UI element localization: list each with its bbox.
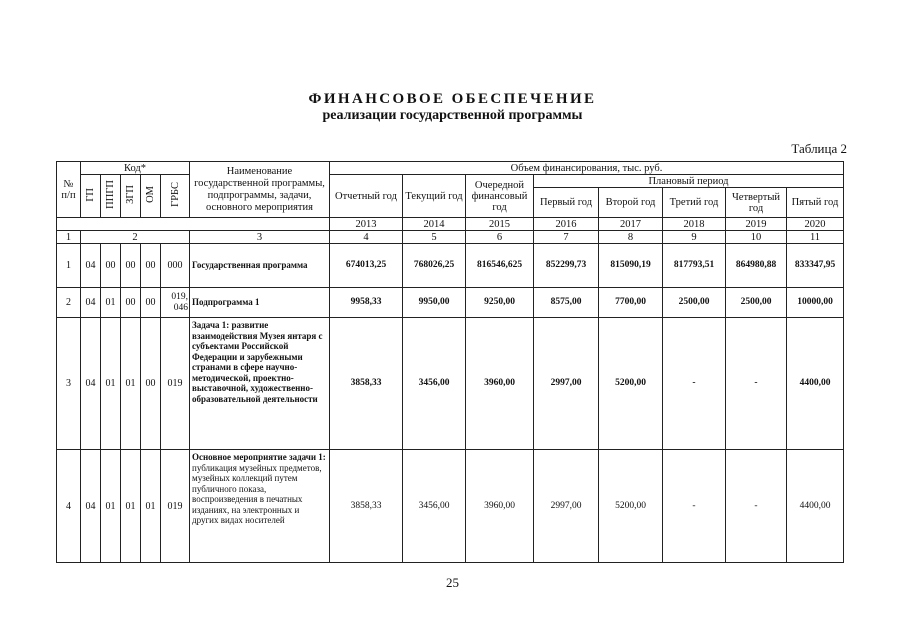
row-num: 3 [57,318,81,450]
header-financing: Объем финансирования, тыс. руб. [330,162,844,175]
index-cell: 8 [599,231,663,244]
header-spacer [57,218,330,231]
value-cell: - [663,450,726,563]
header-planned: Плановый период [534,175,844,188]
table-caption: Таблица 2 [791,141,847,156]
header-year: 2019 [726,218,787,231]
value-cell: 9250,00 [466,288,534,318]
header-code-grbs: ГРБС [161,175,190,218]
header-year-label: Текущий год [403,175,466,218]
value-cell: 4400,00 [787,318,844,450]
header-year: 2020 [787,218,844,231]
code-ppgp: 00 [101,244,121,288]
header-year: 2013 [330,218,403,231]
header-year-label: Четвертый год [726,188,787,218]
index-cell: 6 [466,231,534,244]
code-ppgp: 01 [101,318,121,450]
value-cell: 7700,00 [599,288,663,318]
value-cell: 852299,73 [534,244,599,288]
index-cell: 3 [190,231,330,244]
header-year-label: Третий год [663,188,726,218]
value-cell: 9958,33 [330,288,403,318]
value-cell: 3960,00 [466,318,534,450]
code-om: 00 [141,244,161,288]
code-gp: 04 [81,288,101,318]
header-year-label: Отчетный год [330,175,403,218]
document-subtitle: реализации государственной программы [322,108,583,123]
row-name [190,450,330,563]
code-gp: 04 [81,450,101,563]
index-cell: 2 [81,231,190,244]
value-cell: 816546,625 [466,244,534,288]
value-cell: 3456,00 [403,450,466,563]
header-year: 2016 [534,218,599,231]
code-om: 00 [141,288,161,318]
header-year: 2017 [599,218,663,231]
document-title: ФИНАНСОВОЕ ОБЕСПЕЧЕНИЕ [308,91,597,107]
code-om: 01 [141,450,161,563]
code-zgp: 00 [121,288,141,318]
table-row [57,244,844,288]
value-cell: 9950,00 [403,288,466,318]
header-code-gp: ГП [81,175,101,218]
header-code-om: ОМ [141,175,161,218]
code-ppgp: 01 [101,450,121,563]
header-year-label: Пятый год [787,188,844,218]
row-name: Задача 1: развитие взаимодействия Музея янтаря с субъектами Российской Федерации и зарубежными странами в сфере научно-методической, проектно-выставочной, художественно-образовательной деятельности [190,318,330,450]
row-num: 1 [57,244,81,288]
index-cell: 1 [57,231,81,244]
value-cell: 2997,00 [534,450,599,563]
header-year: 2018 [663,218,726,231]
header-year: 2015 [466,218,534,231]
code-grbs: 019 [161,318,190,450]
table-row [57,450,844,563]
value-cell: 5200,00 [599,450,663,563]
header-year: 2014 [403,218,466,231]
table-row [57,318,844,450]
code-om: 00 [141,318,161,450]
header-year-label: Второй год [599,188,663,218]
value-cell: 3960,00 [466,450,534,563]
header-year-label: Первый год [534,188,599,218]
value-cell: 817793,51 [663,244,726,288]
index-cell: 9 [663,231,726,244]
value-cell: - [663,318,726,450]
value-cell: 10000,00 [787,288,844,318]
value-cell: 674013,25 [330,244,403,288]
value-cell: 833347,95 [787,244,844,288]
row-name-text: публикация музейных предметов, музейных коллекций путем публичного показа, воспроизведения в печатных изданиях, на электронных и других видах носителей [192,462,322,525]
header-code-ppgp: ППГП [101,175,121,218]
header-name: Наименование государственной программы, подпрограммы, задачи, основного мероприятия [190,162,330,218]
value-cell: 8575,00 [534,288,599,318]
value-cell: 3858,33 [330,318,403,450]
table-row [57,288,844,318]
value-cell: - [726,450,787,563]
code-grbs: 019 [161,450,190,563]
value-cell: - [726,318,787,450]
value-cell: 768026,25 [403,244,466,288]
row-num: 4 [57,450,81,563]
code-zgp: 01 [121,450,141,563]
value-cell: 2997,00 [534,318,599,450]
code-gp: 04 [81,318,101,450]
header-code-zgp: ЗГП [121,175,141,218]
code-grbs: 019, 046 [161,288,190,318]
index-cell: 10 [726,231,787,244]
value-cell: 3456,00 [403,318,466,450]
header-num: № п/п [57,162,81,218]
financing-table [56,161,844,563]
index-cell: 11 [787,231,844,244]
index-cell: 5 [403,231,466,244]
header-year-label: Очередной финансовый год [466,175,534,218]
value-cell: 3858,33 [330,450,403,563]
value-cell: 864980,88 [726,244,787,288]
page-number: 25 [446,575,459,590]
code-grbs: 000 [161,244,190,288]
index-cell: 7 [534,231,599,244]
index-cell: 4 [330,231,403,244]
code-zgp: 00 [121,244,141,288]
value-cell: 2500,00 [663,288,726,318]
code-ppgp: 01 [101,288,121,318]
value-cell: 4400,00 [787,450,844,563]
value-cell: 2500,00 [726,288,787,318]
header-code: Код* [81,162,190,175]
code-zgp: 01 [121,318,141,450]
row-name: Подпрограмма 1 [190,288,330,318]
row-num: 2 [57,288,81,318]
row-name-heading: Основное мероприятие задачи 1: [192,452,326,462]
value-cell: 815090,19 [599,244,663,288]
row-name: Государственная программа [190,244,330,288]
value-cell: 5200,00 [599,318,663,450]
code-gp: 04 [81,244,101,288]
